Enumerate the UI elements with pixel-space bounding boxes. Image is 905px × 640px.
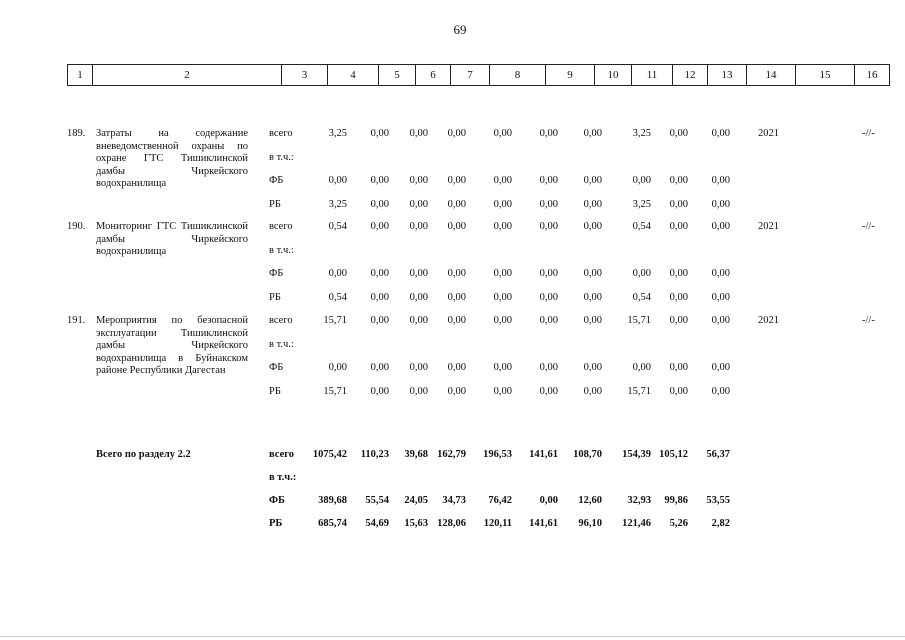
row-label: ФБ	[269, 175, 284, 186]
value-cell: 1075,42	[312, 449, 347, 460]
table-row	[0, 315, 905, 331]
value-cell: 0,00	[539, 292, 558, 303]
value-cell: 0,00	[669, 362, 688, 373]
value-cell: 0,00	[539, 268, 558, 279]
value-cell: 0,00	[711, 268, 730, 279]
value-cell: 108,70	[573, 449, 602, 460]
value-cell: 0,00	[583, 386, 602, 397]
value-cell: 0,00	[539, 315, 558, 326]
value-cell: 34,73	[442, 495, 466, 506]
value-cell: 0,54	[632, 292, 651, 303]
header-cell: 11	[632, 65, 673, 86]
item-note: -//-	[862, 128, 875, 139]
value-cell: 0,00	[328, 175, 347, 186]
value-cell: 0,00	[711, 128, 730, 139]
row-label: РБ	[269, 292, 281, 303]
value-cell: 0,00	[447, 292, 466, 303]
value-cell: 0,00	[409, 199, 428, 210]
header-cell: 1	[68, 65, 93, 86]
value-cell: 2,82	[711, 518, 730, 529]
row-label: ФБ	[269, 362, 284, 373]
value-cell: 0,00	[370, 199, 389, 210]
row-label: всего	[269, 315, 293, 326]
table-row	[0, 518, 905, 534]
value-cell: 0,00	[409, 362, 428, 373]
value-cell: 121,46	[622, 518, 651, 529]
table-row	[0, 292, 905, 308]
value-cell: 0,00	[493, 221, 512, 232]
item-number: 189.	[67, 128, 86, 139]
value-cell: 162,79	[437, 449, 466, 460]
value-cell: 0,00	[669, 199, 688, 210]
value-cell: 0,00	[409, 292, 428, 303]
value-cell: 0,00	[328, 362, 347, 373]
total-title: Всего по разделу 2.2	[96, 449, 191, 460]
value-cell: 0,00	[493, 128, 512, 139]
value-cell: 110,23	[360, 449, 389, 460]
value-cell: 0,00	[328, 268, 347, 279]
value-cell: 0,00	[669, 315, 688, 326]
value-cell: 3,25	[328, 128, 347, 139]
table-row	[0, 245, 905, 261]
value-cell: 0,00	[583, 362, 602, 373]
value-cell: 0,00	[447, 221, 466, 232]
value-cell: 105,12	[659, 449, 688, 460]
value-cell: 0,54	[328, 221, 347, 232]
value-cell: 39,68	[404, 449, 428, 460]
value-cell: 55,54	[365, 495, 389, 506]
header-cell: 14	[747, 65, 796, 86]
value-cell: 15,63	[404, 518, 428, 529]
value-cell: 12,60	[578, 495, 602, 506]
item-description: Мероприятия по безопасной эксплуатации Тишиклинской дамбы Чиркейского водохранилища в Буйнакском районе Республики Дагестан	[96, 315, 248, 376]
table-row	[0, 152, 905, 168]
item-description: Мониторинг ГТС Тишиклинской дамбы Чиркейского водохранилища	[96, 221, 248, 257]
value-cell: 0,00	[539, 495, 558, 506]
item-year: 2021	[758, 315, 779, 326]
value-cell: 0,00	[539, 221, 558, 232]
table-row	[0, 472, 905, 488]
value-cell: 0,00	[370, 362, 389, 373]
value-cell: 0,00	[493, 292, 512, 303]
value-cell: 0,00	[632, 175, 651, 186]
value-cell: 0,00	[583, 128, 602, 139]
value-cell: 0,00	[711, 199, 730, 210]
row-label: ФБ	[269, 268, 284, 279]
header-cell: 9	[546, 65, 595, 86]
value-cell: 0,00	[711, 292, 730, 303]
value-cell: 0,00	[409, 221, 428, 232]
value-cell: 54,69	[365, 518, 389, 529]
value-cell: 0,00	[632, 268, 651, 279]
value-cell: 3,25	[632, 199, 651, 210]
value-cell: 0,00	[632, 362, 651, 373]
row-label: в т.ч.:	[269, 245, 294, 256]
header-cell: 15	[796, 65, 855, 86]
value-cell: 53,55	[706, 495, 730, 506]
row-label: в т.ч.:	[269, 339, 294, 350]
item-note: -//-	[862, 315, 875, 326]
item-note: -//-	[862, 221, 875, 232]
header-cell: 8	[490, 65, 546, 86]
value-cell: 56,37	[706, 449, 730, 460]
value-cell: 0,00	[493, 175, 512, 186]
column-header-table	[67, 64, 890, 86]
value-cell: 0,00	[539, 386, 558, 397]
value-cell: 0,00	[669, 128, 688, 139]
value-cell: 0,00	[669, 175, 688, 186]
value-cell: 0,00	[583, 199, 602, 210]
row-label: ФБ	[269, 495, 285, 506]
value-cell: 15,71	[323, 386, 347, 397]
row-label: всего	[269, 128, 293, 139]
value-cell: 0,00	[447, 386, 466, 397]
value-cell: 3,25	[328, 199, 347, 210]
value-cell: 15,71	[627, 386, 651, 397]
value-cell: 15,71	[323, 315, 347, 326]
value-cell: 0,00	[583, 292, 602, 303]
value-cell: 0,00	[711, 362, 730, 373]
table-row	[0, 199, 905, 215]
table-row	[0, 128, 905, 144]
value-cell: 0,00	[493, 315, 512, 326]
row-label: всего	[269, 449, 295, 460]
row-label: всего	[269, 221, 293, 232]
table-row	[0, 268, 905, 284]
value-cell: 154,39	[622, 449, 651, 460]
table-row	[0, 386, 905, 402]
value-cell: 0,00	[447, 268, 466, 279]
value-cell: 0,00	[583, 268, 602, 279]
value-cell: 0,00	[370, 386, 389, 397]
value-cell: 0,00	[493, 268, 512, 279]
value-cell: 0,00	[711, 315, 730, 326]
header-cell: 16	[855, 65, 890, 86]
value-cell: 0,00	[711, 221, 730, 232]
table-row	[0, 175, 905, 191]
table-row	[0, 221, 905, 237]
value-cell: 76,42	[488, 495, 512, 506]
value-cell: 0,00	[669, 292, 688, 303]
row-label: в т.ч.:	[269, 472, 297, 483]
value-cell: 0,00	[447, 199, 466, 210]
page-number: 69	[453, 22, 467, 37]
value-cell: 96,10	[578, 518, 602, 529]
table-row	[0, 449, 905, 465]
row-label: в т.ч.:	[269, 152, 294, 163]
value-cell: 0,00	[409, 315, 428, 326]
row-label: РБ	[269, 386, 281, 397]
row-label: РБ	[269, 199, 281, 210]
value-cell: 0,00	[370, 315, 389, 326]
item-description: Затраты на содержание вневедомственной охраны по охране ГТС Тишиклинской дамбы Чиркейского водохранилища	[96, 128, 248, 189]
value-cell: 0,00	[409, 386, 428, 397]
header-cell: 2	[93, 65, 282, 86]
value-cell: 0,00	[409, 175, 428, 186]
value-cell: 128,06	[437, 518, 466, 529]
value-cell: 0,00	[583, 175, 602, 186]
value-cell: 0,00	[409, 128, 428, 139]
header-cell: 3	[282, 65, 328, 86]
item-year: 2021	[758, 221, 779, 232]
value-cell: 196,53	[483, 449, 512, 460]
value-cell: 0,00	[583, 315, 602, 326]
table-row	[0, 362, 905, 378]
value-cell: 0,00	[583, 221, 602, 232]
header-cell: 7	[451, 65, 490, 86]
value-cell: 24,05	[404, 495, 428, 506]
value-cell: 0,00	[447, 128, 466, 139]
item-number: 190.	[67, 221, 86, 232]
value-cell: 0,00	[539, 199, 558, 210]
header-cell: 6	[416, 65, 451, 86]
value-cell: 0,00	[669, 386, 688, 397]
value-cell: 15,71	[627, 315, 651, 326]
value-cell: 0,00	[711, 175, 730, 186]
value-cell: 120,11	[483, 518, 512, 529]
value-cell: 0,00	[409, 268, 428, 279]
value-cell: 0,00	[493, 199, 512, 210]
value-cell: 0,00	[370, 175, 389, 186]
value-cell: 99,86	[664, 495, 688, 506]
header-cell: 13	[708, 65, 747, 86]
header-cell: 5	[379, 65, 416, 86]
table-row	[0, 495, 905, 511]
value-cell: 0,00	[539, 128, 558, 139]
value-cell: 0,00	[447, 175, 466, 186]
divider	[0, 636, 905, 637]
value-cell: 0,00	[493, 362, 512, 373]
row-label: РБ	[269, 518, 283, 529]
header-cell: 4	[328, 65, 379, 86]
item-year: 2021	[758, 128, 779, 139]
value-cell: 0,00	[539, 175, 558, 186]
value-cell: 0,00	[370, 221, 389, 232]
value-cell: 0,00	[539, 362, 558, 373]
table-row	[0, 339, 905, 355]
value-cell: 0,00	[669, 221, 688, 232]
value-cell: 141,61	[529, 518, 558, 529]
value-cell: 685,74	[318, 518, 347, 529]
header-cell: 10	[595, 65, 632, 86]
header-cell: 12	[673, 65, 708, 86]
value-cell: 0,00	[370, 292, 389, 303]
value-cell: 141,61	[529, 449, 558, 460]
value-cell: 0,00	[669, 268, 688, 279]
value-cell: 0,00	[370, 128, 389, 139]
value-cell: 0,00	[447, 315, 466, 326]
item-number: 191.	[67, 315, 86, 326]
value-cell: 0,00	[493, 386, 512, 397]
value-cell: 389,68	[318, 495, 347, 506]
value-cell: 32,93	[627, 495, 651, 506]
value-cell: 0,00	[711, 386, 730, 397]
value-cell: 0,00	[447, 362, 466, 373]
value-cell: 0,54	[632, 221, 651, 232]
value-cell: 0,54	[328, 292, 347, 303]
value-cell: 3,25	[632, 128, 651, 139]
value-cell: 0,00	[370, 268, 389, 279]
value-cell: 5,26	[669, 518, 688, 529]
